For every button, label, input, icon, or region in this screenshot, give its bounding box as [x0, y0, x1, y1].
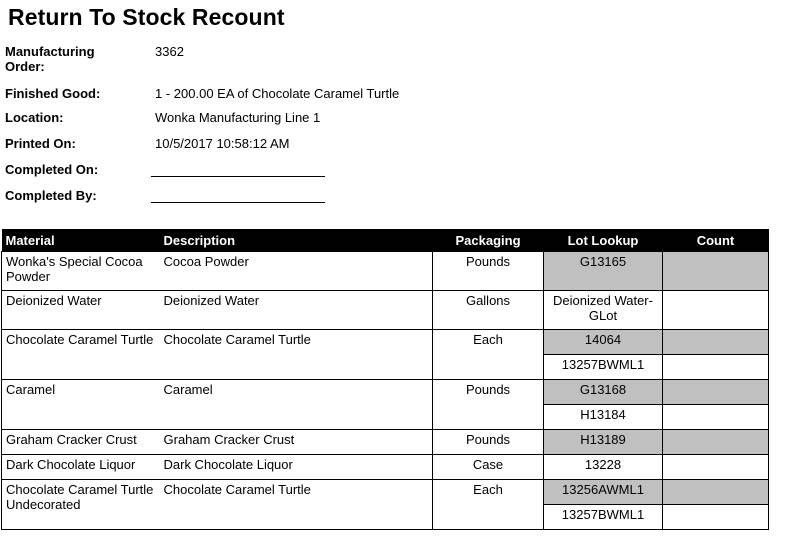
count-header: Count — [663, 229, 769, 252]
lot-cell: Deionized Water-GLot — [544, 291, 663, 330]
count-cell[interactable] — [663, 405, 769, 430]
packaging-cell: Pounds — [433, 430, 544, 455]
table-row — [2, 291, 769, 330]
lot-cell: G13168 — [544, 380, 663, 405]
description-cell: Chocolate Caramel Turtle — [160, 330, 433, 380]
table-row — [2, 380, 769, 405]
count-cell[interactable] — [663, 455, 769, 480]
material-header: Material — [2, 229, 160, 252]
count-cell[interactable] — [663, 480, 769, 505]
finished-good-label: Finished Good: — [5, 86, 101, 101]
lot-cell: 13228 — [544, 455, 663, 480]
count-cell[interactable] — [663, 355, 769, 380]
packaging-cell: Gallons — [433, 291, 544, 330]
printed-on-value: 10/5/2017 10:58:12 AM — [155, 136, 290, 151]
printed-on-label: Printed On: — [5, 136, 76, 151]
material-cell: Graham Cracker Crust — [2, 430, 160, 455]
description-cell: Cocoa Powder — [160, 252, 433, 291]
count-cell[interactable] — [663, 430, 769, 455]
count-cell[interactable] — [663, 252, 769, 291]
lot-cell: 14064 — [544, 330, 663, 355]
table-row — [2, 455, 769, 480]
table-row — [2, 252, 769, 291]
description-cell: Caramel — [160, 380, 433, 430]
manufacturing-order-value: 3362 — [155, 44, 184, 59]
lot-cell: G13165 — [544, 252, 663, 291]
material-cell: Chocolate Caramel Turtle Undecorated — [2, 480, 160, 530]
material-cell: Caramel — [2, 380, 160, 430]
description-cell: Chocolate Caramel Turtle — [160, 480, 433, 530]
material-cell: Chocolate Caramel Turtle — [2, 330, 160, 380]
count-cell[interactable] — [663, 380, 769, 405]
completed-by-label: Completed By: — [5, 188, 97, 203]
lot-cell: 13257BWML1 — [544, 505, 663, 530]
lot-cell: H13189 — [544, 430, 663, 455]
description-cell: Deionized Water — [160, 291, 433, 330]
packaging-cell: Case — [433, 455, 544, 480]
material-cell: Wonka's Special Cocoa Powder — [2, 252, 160, 291]
packaging-cell: Pounds — [433, 380, 544, 430]
table-row — [2, 480, 769, 505]
manufacturing-order-label: Manufacturing Order: — [5, 44, 95, 74]
completed-by-blank-line — [151, 202, 325, 203]
finished-good-value: 1 - 200.00 EA of Chocolate Caramel Turtle — [155, 86, 400, 101]
description-header: Description — [160, 229, 433, 252]
packaging-cell: Pounds — [433, 252, 544, 291]
material-cell: Deionized Water — [2, 291, 160, 330]
lot-cell: 13257BWML1 — [544, 355, 663, 380]
table-row — [2, 330, 769, 355]
completed-on-blank-line — [151, 176, 325, 177]
packaging-header: Packaging — [433, 229, 544, 252]
description-cell: Dark Chocolate Liquor — [160, 455, 433, 480]
page-title: Return To Stock Recount — [8, 4, 285, 30]
lot-lookup-header: Lot Lookup — [544, 229, 663, 252]
lot-cell: 13256AWML1 — [544, 480, 663, 505]
description-cell: Graham Cracker Crust — [160, 430, 433, 455]
count-cell[interactable] — [663, 291, 769, 330]
location-value: Wonka Manufacturing Line 1 — [155, 110, 321, 125]
location-label: Location: — [5, 110, 64, 125]
packaging-cell: Each — [433, 330, 544, 380]
table-row — [2, 430, 769, 455]
count-cell[interactable] — [663, 330, 769, 355]
count-cell[interactable] — [663, 505, 769, 530]
lot-cell: H13184 — [544, 405, 663, 430]
table-header-row — [2, 229, 769, 252]
recount-table — [1, 229, 769, 530]
packaging-cell: Each — [433, 480, 544, 530]
completed-on-label: Completed On: — [5, 162, 99, 177]
material-cell: Dark Chocolate Liquor — [2, 455, 160, 480]
